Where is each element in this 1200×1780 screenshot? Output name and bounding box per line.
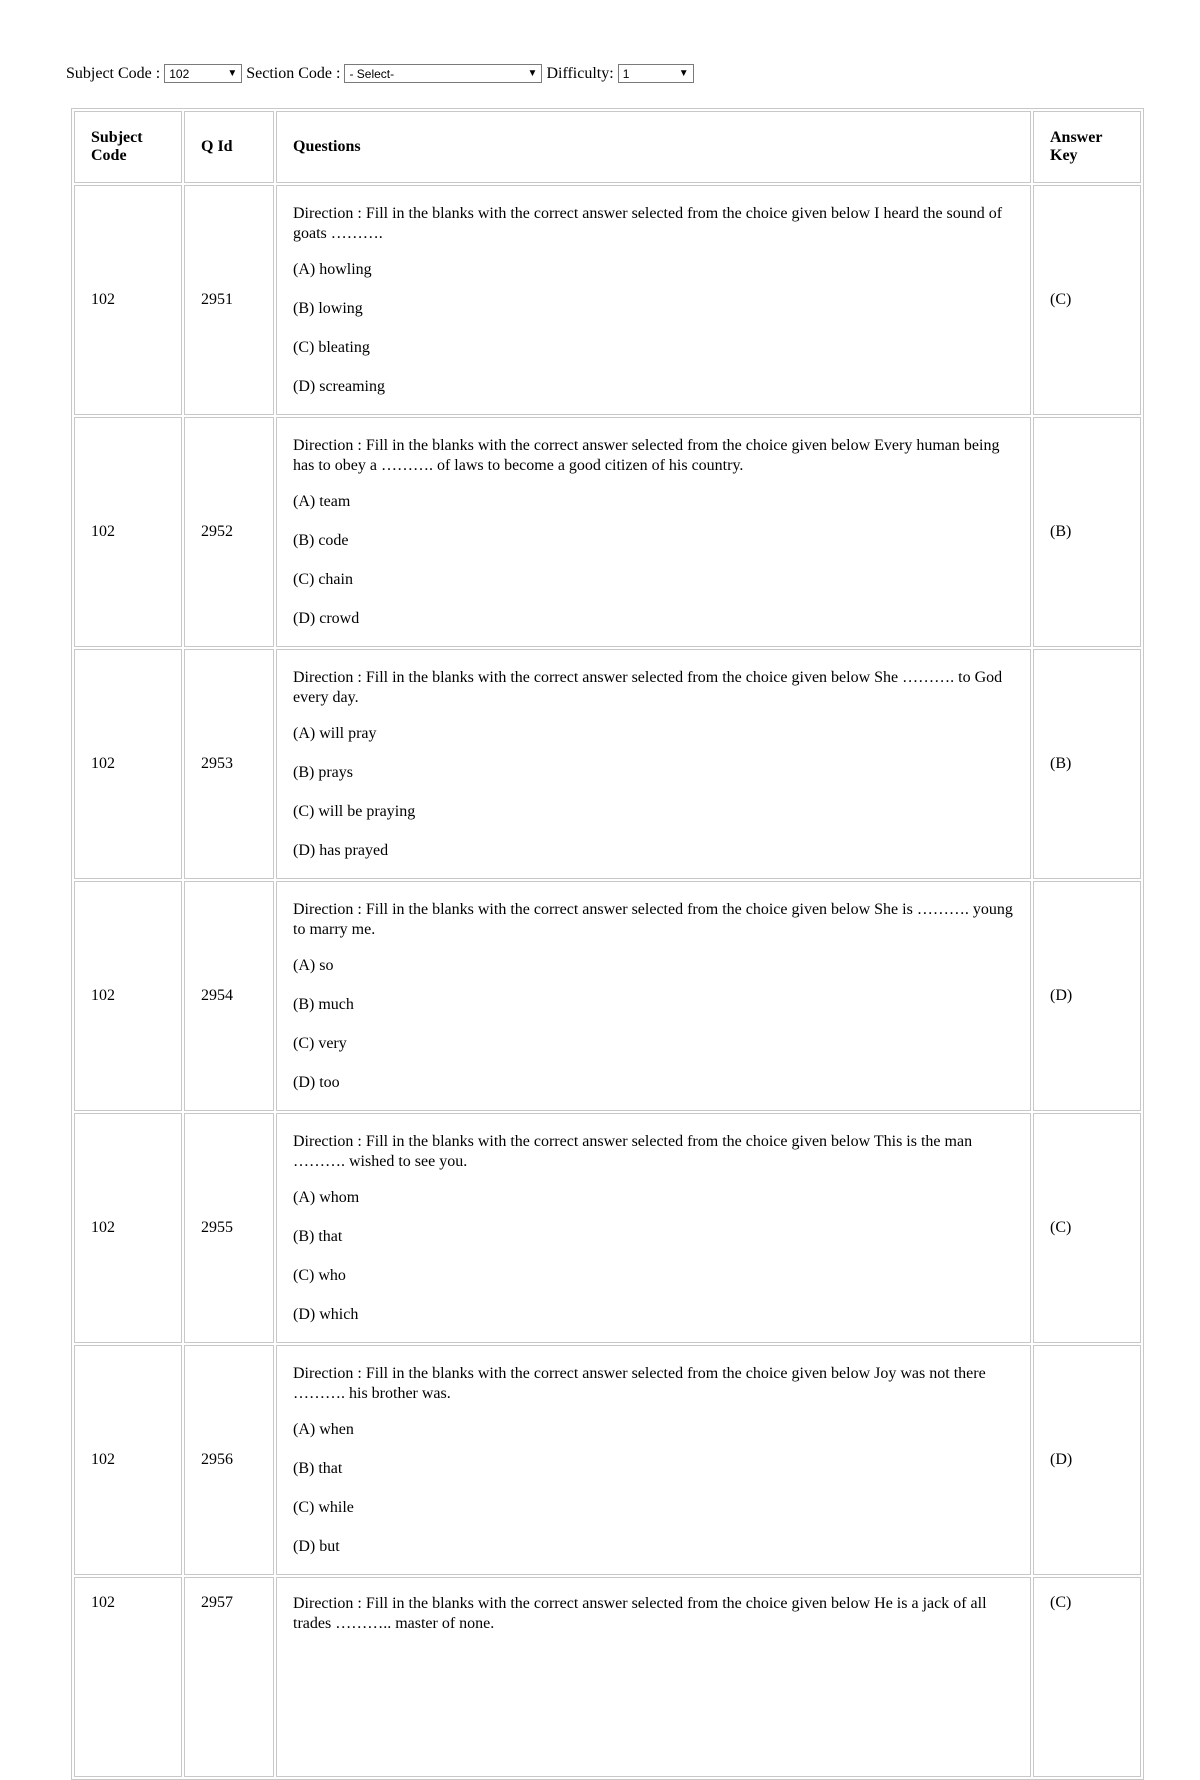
difficulty-label: Difficulty: [546,64,614,82]
question-direction: Direction : Fill in the blanks with the correct answer selected from the choice given below She is ………. young to marry me. [293,900,1013,938]
difficulty-value: 1 [622,66,630,81]
question-direction: Direction : Fill in the blanks with the correct answer selected from the choice given below This is the man ………. wished to see you. [293,1132,973,1170]
subject-code-label: Subject Code : [66,64,161,82]
answer-option: (B) code [293,531,349,549]
difficulty-select[interactable] [618,64,694,83]
answer-option: (A) when [293,1420,354,1438]
cell-subject-code: 102 [74,185,182,415]
cell-subject-code: 102 [74,881,182,1111]
table-header-row [74,111,1141,183]
cell-question [276,649,1031,879]
header-qid: Q Id [184,111,274,183]
section-code-value: - Select- [349,66,395,81]
table-row [74,649,1141,879]
answer-option: (A) so [293,956,334,974]
table-row [74,417,1141,647]
cell-answer-key: (C) [1033,185,1141,415]
table-row [74,1577,1141,1777]
cell-subject-code: 102 [74,649,182,879]
cell-subject-code: 102 [74,1577,182,1777]
questions-table [71,108,1144,1780]
subject-code-select[interactable] [164,64,242,83]
subject-code-value: 102 [169,66,190,81]
cell-qid: 2952 [184,417,274,647]
answer-option: (D) which [293,1305,359,1323]
answer-option: (C) very [293,1034,347,1052]
header-subject-code: Subject Code [74,111,182,183]
table-row [74,1345,1141,1575]
header-questions: Questions [276,111,1031,183]
answer-option: (D) too [293,1073,340,1091]
cell-qid: 2957 [184,1577,274,1777]
cell-qid: 2951 [184,185,274,415]
cell-answer-key: (B) [1033,649,1141,879]
cell-subject-code: 102 [74,1345,182,1575]
answer-option: (C) bleating [293,338,370,356]
cell-question [276,881,1031,1111]
answer-option: (B) lowing [293,299,363,317]
table-body [74,185,1141,1777]
cell-answer-key: (D) [1033,881,1141,1111]
table-row [74,1113,1141,1343]
answer-option: (C) chain [293,570,353,588]
answer-option: (A) whom [293,1188,360,1206]
answer-option: (B) that [293,1459,343,1477]
answer-option: (A) howling [293,260,372,278]
cell-subject-code: 102 [74,417,182,647]
answer-option: (B) much [293,995,354,1013]
header-answer-key: Answer Key [1033,111,1141,183]
answer-option: (D) screaming [293,377,385,395]
question-direction: Direction : Fill in the blanks with the correct answer selected from the choice given below Every human being has to obey a ………. of laws to become a good citizen of his country. [293,436,1000,474]
dropdown-arrow-icon: ▼ [678,68,689,79]
table-row [74,881,1141,1111]
section-code-label: Section Code : [246,64,341,82]
cell-question [276,1577,1031,1777]
question-direction: Direction : Fill in the blanks with the correct answer selected from the choice given below I heard the sound of goats ………. [293,204,1003,242]
answer-option: (B) that [293,1227,343,1245]
cell-subject-code: 102 [74,1113,182,1343]
cell-question [276,417,1031,647]
answer-option: (D) crowd [293,609,360,627]
cell-qid: 2953 [184,649,274,879]
cell-answer-key: (D) [1033,1345,1141,1575]
question-direction: Direction : Fill in the blanks with the correct answer selected from the choice given below Joy was not there ………. his brother was. [293,1364,986,1402]
section-code-select[interactable] [344,64,542,83]
dropdown-arrow-icon: ▼ [227,68,238,79]
answer-option: (A) team [293,492,351,510]
cell-question [276,1113,1031,1343]
cell-answer-key: (C) [1033,1577,1141,1777]
cell-qid: 2956 [184,1345,274,1575]
answer-option: (B) prays [293,763,353,781]
question-direction: Direction : Fill in the blanks with the correct answer selected from the choice given below He is a jack of all trades ……….. master of none. [293,1595,987,1632]
answer-option: (D) has prayed [293,841,389,859]
cell-qid: 2954 [184,881,274,1111]
cell-answer-key: (B) [1033,417,1141,647]
answer-option: (C) will be praying [293,802,416,820]
answer-option: (C) while [293,1498,354,1516]
cell-question [276,185,1031,415]
cell-qid: 2955 [184,1113,274,1343]
answer-option: (D) but [293,1537,340,1555]
cell-answer-key: (C) [1033,1113,1141,1343]
filter-bar [66,64,698,83]
table-row [74,185,1141,415]
cell-question [276,1345,1031,1575]
question-direction: Direction : Fill in the blanks with the correct answer selected from the choice given below She ………. to God every day. [293,668,1003,706]
dropdown-arrow-icon: ▼ [527,68,538,79]
answer-option: (A) will pray [293,724,377,742]
answer-option: (C) who [293,1266,346,1284]
